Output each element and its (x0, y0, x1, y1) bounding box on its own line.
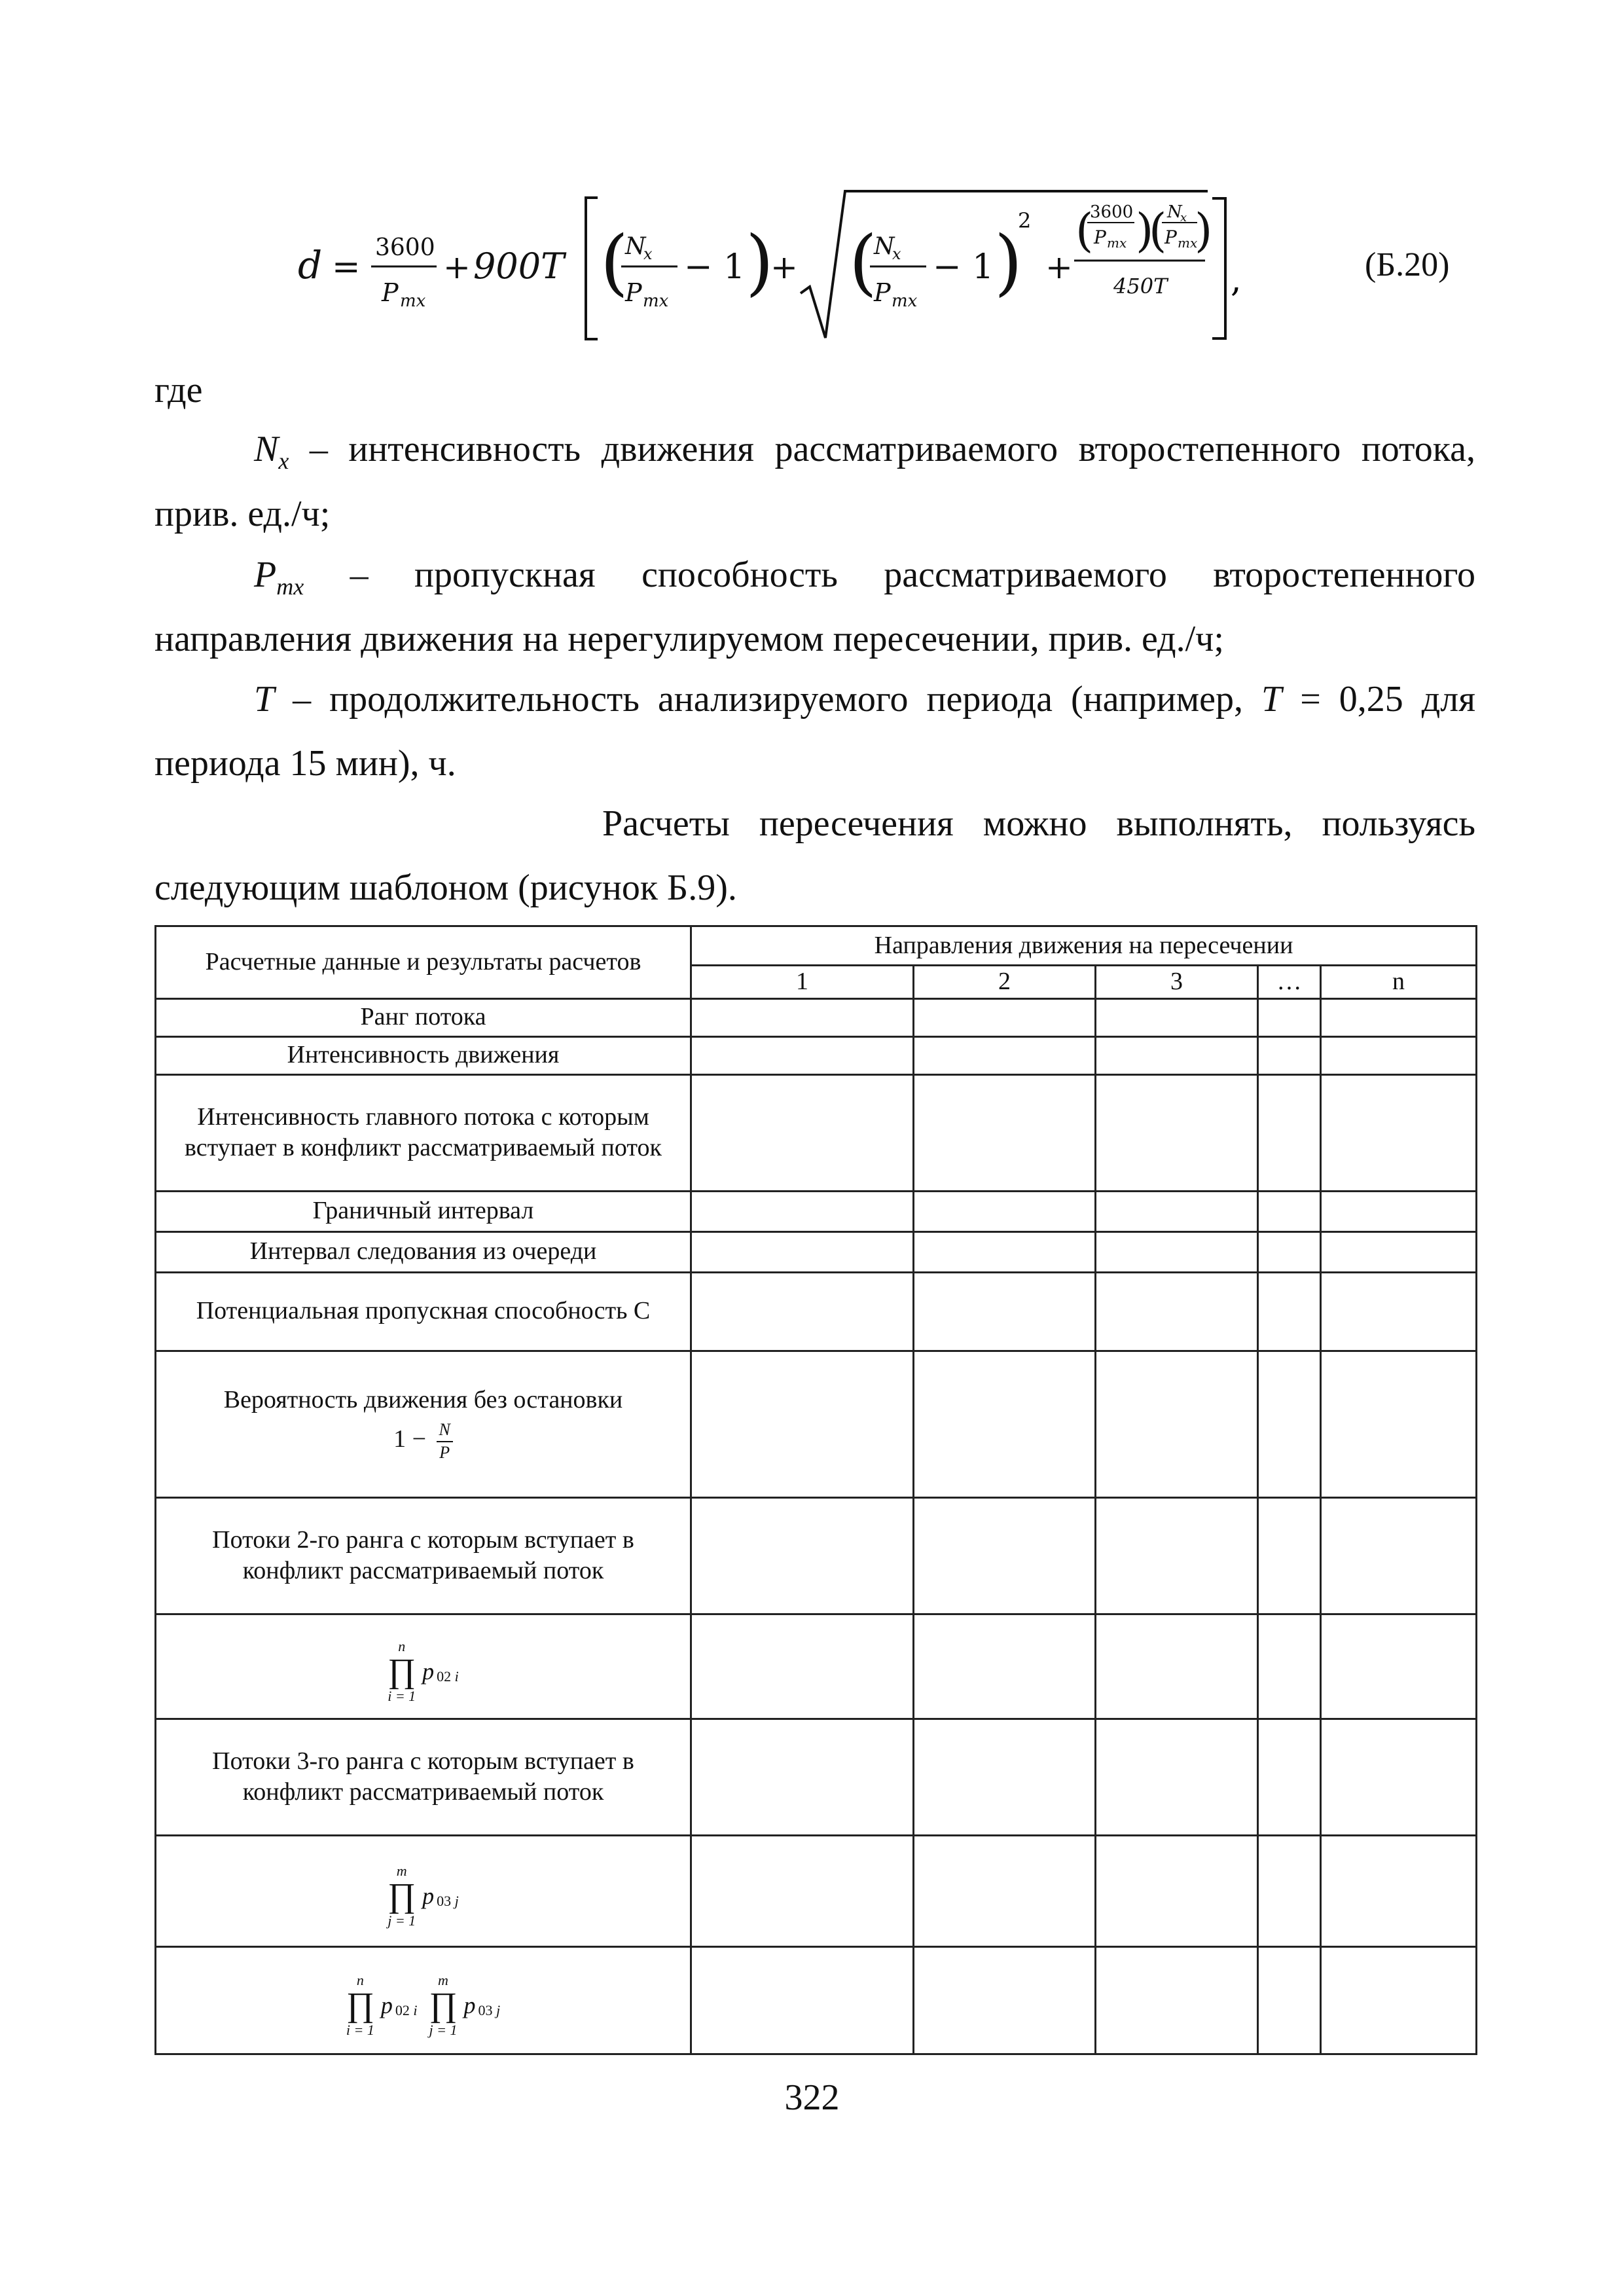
formula-nx-3: N (1167, 202, 1182, 222)
formula-nx-1: N (625, 233, 646, 260)
row-label-capacity: Потенциальная пропускная способность С (156, 1272, 691, 1351)
formula-nx-sub-3: x (1180, 211, 1187, 225)
probability-label: Вероятность движения без остановки (223, 1385, 623, 1413)
formula-paren-l2: ( (849, 220, 877, 304)
table-row (156, 1191, 1477, 1231)
formula-nx-sub-2: x (892, 245, 901, 263)
formula-pmx-3: P (874, 278, 891, 307)
col-header-n: n (1321, 966, 1477, 999)
row-label-rank2: Потоки 2-го ранга с которым вступает в конфликт рассматриваемый поток (156, 1497, 691, 1614)
formula-pmx-2: P (625, 278, 642, 307)
formula-d: d (298, 243, 323, 287)
table-row (156, 1719, 1477, 1835)
header-directions: Направления движения на пересечении (691, 926, 1477, 966)
formula-plus-3: + (1045, 248, 1073, 286)
text-nx-line1 (254, 429, 1475, 474)
symbol-t: T (254, 679, 275, 720)
table-row (156, 1231, 1477, 1272)
formula-pmx-sub-5: mx (1178, 235, 1198, 251)
table-row (156, 1036, 1477, 1074)
text-calc-line2: следующим шаблоном (рисунок Б.9). (154, 867, 737, 908)
symbol-nx: N (254, 429, 279, 469)
row-label-intensity: Интенсивность движения (156, 1036, 691, 1074)
table-row (156, 1497, 1477, 1614)
col-header-ellipsis: … (1258, 966, 1321, 999)
formula-pmx-4: P (1094, 227, 1106, 248)
row-label-rank: Ранг потока (156, 998, 691, 1036)
symbol-nx-sub: x (278, 448, 289, 474)
text-nx-line2: прив. ед./ч; (154, 494, 331, 534)
formula-minus-2: − 1 (933, 247, 994, 287)
formula-paren-l3: ( (1075, 204, 1094, 257)
row-label-critical-gap: Граничный интервал (156, 1191, 691, 1231)
table-row (156, 1074, 1477, 1191)
formula-plus-2: + (770, 248, 798, 286)
table-row (156, 998, 1477, 1036)
text-pmx-line2: направления движения на нерегулируемом пересечении, прив. ед./ч; (154, 619, 1224, 659)
formula-paren-l1: ( (600, 220, 628, 304)
probability-formula: 1 − $\frac{N}{P}$ (166, 1419, 681, 1463)
formula-pmx-sub-1: mx (400, 291, 426, 311)
formula-eq: = (332, 247, 361, 287)
symbol-pmx: P (254, 555, 277, 595)
formula-paren-r3: ) (1136, 204, 1154, 257)
formula-square: 2 (1018, 208, 1032, 233)
col-header-3: 3 (1096, 966, 1258, 999)
header-calc-data: Расчетные данные и результаты расчетов (156, 926, 691, 999)
formula-450t: 450T (1113, 274, 1168, 299)
row-label-main-intensity: Интенсивность главного потока с которым вступает в конфликт рассматриваемый поток (156, 1074, 691, 1191)
formula-pmx-5: P (1164, 227, 1177, 248)
formula-nx-sub-1: x (643, 245, 653, 263)
table-row (156, 1351, 1477, 1497)
text-pmx-line1 (254, 555, 1475, 600)
calc-template-table (154, 925, 1477, 2055)
equation-number: (Б.20) (1365, 246, 1450, 283)
row-product-p03: m ∏ j = 1 p 03 j (156, 1835, 691, 1946)
page-number: 322 (784, 2077, 840, 2118)
row-label-rank3: Потоки 3-го ранга с которым вступает в конфликт рассматриваемый поток (156, 1719, 691, 1835)
formula-pmx-1: P (382, 278, 399, 307)
col-header-1: 1 (691, 966, 914, 999)
formula-paren-l4: ( (1149, 204, 1167, 257)
formula-paren-r4: ) (1195, 204, 1213, 257)
formula-b20 (298, 183, 1214, 354)
table-row (156, 1946, 1477, 2054)
formula-pmx-sub-3: mx (892, 291, 918, 311)
pmx-desc: – пропускная способность рассматриваемого второстепенного (304, 555, 1475, 595)
formula-pmx-sub-2: mx (643, 291, 669, 311)
text-t-line1: T – продолжительность анализируемого периода (например, T = 0,25 для (254, 679, 1475, 720)
nx-desc: – интенсивность движения рассматриваемого второстепенного потока, (289, 429, 1475, 469)
formula-pmx-sub-4: mx (1107, 235, 1127, 251)
text-calc-line1: Расчеты пересечения можно выполнять, пользуясь (602, 803, 1475, 844)
row-product-p02: n ∏ i = 1 p 02 i (156, 1614, 691, 1719)
svg-text:,: , (1231, 261, 1242, 300)
symbol-pmx-sub: mx (276, 574, 304, 600)
formula-nx-2: N (874, 233, 895, 260)
row-label-probability (156, 1351, 691, 1497)
row-label-follow-up: Интервал следования из очереди (156, 1231, 691, 1272)
row-product-p02-p03: n ∏ i = 1 p 02 i m ∏ j = 1 p 03 j (156, 1946, 691, 2054)
table-row (156, 1835, 1477, 1946)
table-row (156, 1614, 1477, 1719)
col-header-2: 2 (914, 966, 1096, 999)
formula-minus-1: − 1 (684, 247, 746, 287)
text-t-line2: периода 15 мин), ч. (154, 743, 456, 784)
text-gde: где (154, 370, 203, 410)
formula-3600-b: 3600 (1090, 202, 1134, 222)
formula-paren-r1: ) (746, 220, 774, 304)
formula-right-bracket (1211, 193, 1250, 350)
table-row (156, 1272, 1477, 1351)
formula-paren-r2: ) (994, 220, 1022, 304)
formula-900t: 900T (473, 246, 565, 287)
formula-3600: 3600 (375, 234, 435, 261)
formula-plus-1: + (443, 248, 471, 286)
